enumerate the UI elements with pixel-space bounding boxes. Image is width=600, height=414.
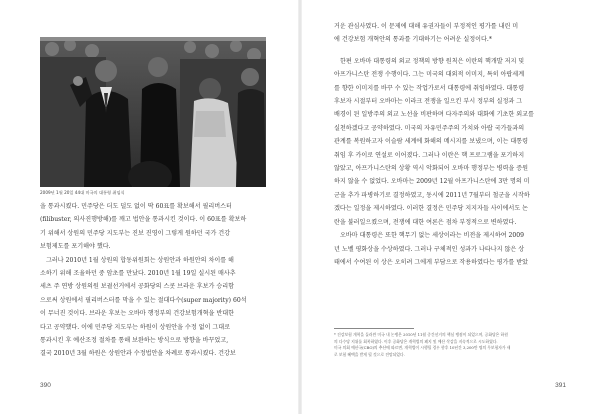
- footnote-line: 로 보험 혜택을 받게 될 것으로 전망되었다.: [334, 351, 405, 357]
- footnote-rule: [334, 328, 414, 329]
- text-line: 을 통과시켰다. 민주당은 더도 덜도 없이 딱 60표를 확보해서 필리버스터: [40, 203, 232, 210]
- footnote-line: 의 다수당 지위를 회복하였다. 이후 공화당은 개혁법의 폐지 및 예산 삭감을 지속적으로 시도하였다.: [334, 338, 498, 344]
- text-line: 한편 오바마 대통령의 외교 정책의 방향 원칙은 이란의 핵개발 저지 및: [340, 57, 525, 65]
- text-line: 년 노벨 평화상을 수상하였다. 그러나 구체적인 성과가 나타나지 않은 상: [334, 245, 525, 253]
- text-line: (filibuster, 의사진행방해)를 깨고 법안을 통과시킨 것이다. 이 60표를 확보하: [40, 216, 247, 224]
- text-line: 거운 관심사였다. 이 문제에 대해 유권자들이 부정적인 평가를 내린 미: [334, 23, 519, 30]
- inauguration-photo-image: [40, 37, 266, 187]
- text-line: 취임 후 카이로 연설로 이어졌다. 그러나 이란은 핵 프로그램을 포기하지: [334, 151, 525, 159]
- text-line: 를 향한 이미지를 바꾸 수 있는 작업가로서 대통령에 취임하였다. 대통령: [334, 84, 525, 92]
- footnote: [334, 332, 570, 358]
- text-line: 통과시킨 후 예산조정 절차를 통해 보완하는 방식으로 방향을 바꾸었고,: [40, 337, 229, 345]
- text-line: 오바마 대통령은 또한 핵무기 없는 세상이라는 비전을 제시하여 2009: [340, 232, 525, 240]
- text-line: 실천하겠다고 공약하였다. 미국의 자유민주주의 가치와 아랍 국가들과의: [334, 124, 525, 132]
- page-number-left: 390: [40, 382, 51, 389]
- text-line: 란을 불러일으켰으며, 전쟁에 대한 여론은 점차 부정적으로 변하였다.: [334, 218, 517, 226]
- inauguration-photo: [40, 37, 266, 187]
- text-line: 보험제도를 포기해야 했다.: [40, 243, 111, 251]
- text-line: 이 무너진 것이다. 브라운 후보는 오바마 행정부의 건강보험개혁을 반대한: [40, 310, 235, 318]
- right-body-text: [334, 20, 570, 269]
- right-page: [300, 0, 600, 414]
- text-line: 않았고, 아프가니스탄의 상황 역시 악화되어 오바마 행정부는 병력을 증원: [334, 165, 529, 173]
- text-line: 군을 추가 파병하기로 결정하였고, 동시에 2011년 7월부터 철군을 시작하: [334, 191, 530, 199]
- text-line: 그러나 2010년 1월 상원의 합동위원회는 상원안과 하원안의 차이를 해: [46, 256, 234, 264]
- text-line: 하지 않을 수 없었다. 오바마는 2009년 12월 아프가니스탄에 3만 명의 미: [334, 178, 530, 186]
- text-line: 결국 2010년 3월 하원은 상원안과 수정법안을 차례로 통과시켰다. 건강보: [40, 350, 236, 358]
- text-line: 아프가니스탄 전쟁 수행이다. 그는 미국의 대외적 이미지, 특히 아랍세계: [334, 71, 525, 79]
- footnote-line: * 건강보험 개혁을 둘러싼 미국 내 논쟁은 2010년 11월 중간선거의 핵심 쟁점이 되었으며, 공화당은 하원: [334, 332, 508, 337]
- text-line: 기 위해서 상원의 민주당 지도부는 진보 진영이 그렇게 원하던 국가 건강: [40, 229, 231, 237]
- text-line: 세츠 주 연방 상원의원 보궐선거에서 공화당의 스콧 브라운 후보가 승리함: [40, 283, 235, 291]
- text-line: 배경이 된 일방주의 외교 노선을 비판하며 다자주의와 대화에 기초한 외교를: [334, 111, 534, 119]
- text-line: 소하기 위해 조율하던 중 암초를 만났다. 2010년 1월 19일 실시된 매사추: [40, 270, 236, 278]
- text-line: 관계를 복원하고자 이슬람 세계에 화해의 메시지를 보냈으며, 이는 대통령: [334, 138, 529, 146]
- text-line: 다고 공약했다. 이에 민주당 지도부는 하원이 상원안을 수정 없이 그대로: [40, 323, 231, 331]
- footnote-line: 미국 의회 예산국(CBO)의 추산에 따르면, 개혁법이 시행될 경우 향후 10년간 3,200만 명의 무보험자가 새: [334, 345, 511, 351]
- left-body-text: [40, 200, 266, 361]
- text-line: 에 건강보험 개혁안의 통과를 기대하기는 어려운 실정이다.*: [334, 36, 492, 44]
- text-line: 겠다는 일정을 제시하였다. 이러한 결정은 민주당 지지자들 사이에서도 논: [334, 205, 529, 213]
- page-number-right: 391: [555, 382, 566, 389]
- text-line: 으로써 상원에서 필리버스터를 막을 수 있는 절대다수(super majority) 60석: [40, 296, 247, 304]
- text-line: 태에서 수여된 이 상은 오히려 그에게 부담으로 작용하였다는 평가를 받았: [334, 258, 529, 266]
- photo-caption: 2009년 1월 20일 44대 미국의 대통령 취임식: [40, 190, 125, 195]
- text-line: 후보자 시절부터 오바마는 이라크 전쟁을 일으킨 부시 정부의 실정과 그: [334, 98, 523, 106]
